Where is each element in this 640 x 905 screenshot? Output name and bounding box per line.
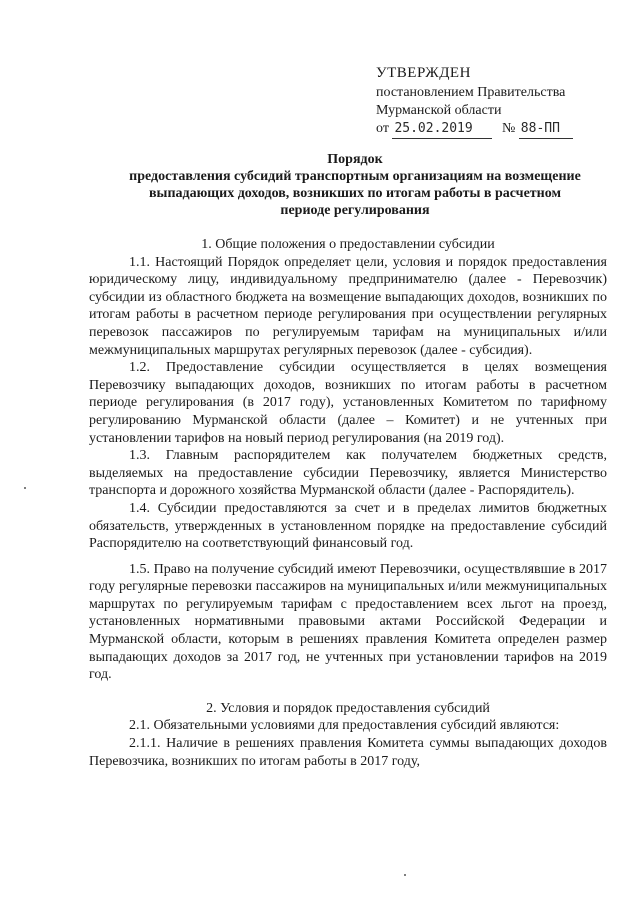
paragraph-1-5: 1.5. Право на получение субсидий имеют Перевозчики, осуществлявшие в 2017 году регулярные перевозки пассажиров на муниципальных и/или межмуниципальных маршрутах по регулируемым тарифам с предоставлением всех льгот на проезд, установленных нормативными правовыми актами Российской Федерации и Мурманской области, которым в решениях правления Комитета определен размер выпадающих доходов за 2017 год, не учтенных при установлении тарифов на 2019 год. — [89, 561, 607, 683]
approval-line-2: Мурманской области — [376, 103, 502, 118]
approval-number: 88-ПП — [519, 120, 573, 139]
number-label: № — [501, 121, 516, 136]
section-2-heading: 2. Условия и порядок предоставления субсидий — [206, 700, 490, 716]
paragraph-1-1: 1.1. Настоящий Порядок определяет цели, условия и порядок предоставления юридическому лицу, индивидуальному предпринимателю (далее - Перевозчик) субсидии из областного бюджета на возмещение выпадающих доходов, возникших по итогам работы в расчетном периоде регулирования при осуществлении регулярных перевозок пассажиров по регулируемым тарифам на муниципальных и/или межмуниципальных маршрутах регулярных перевозок (далее - субсидия). — [89, 254, 607, 358]
approval-line-1: постановлением Правительства — [376, 85, 566, 100]
title-line: Порядок — [327, 152, 383, 167]
section-1-heading: 1. Общие положения о предоставлении субсидии — [201, 237, 495, 252]
paragraph-1-3: 1.3. Главным распорядителем как получателем бюджетных средств, выделяемых на предоставление субсидии Перевозчику, является Министерство транспорта и дорожного хозяйства Мурманской области (далее - Распорядитель). — [89, 448, 607, 499]
approval-date: 25.02.2019 — [392, 120, 492, 139]
paragraph-1-2: 1.2. Предоставление субсидии осуществляется в целях возмещения Перевозчику выпадающих доходов, возникших по итогам работы в расчетном периоде регулирования (в 2017 году), установленных Комитетом по тарифному регулированию Мурманской области (далее – Комитет) и не учтенных при установлении тарифов на новый период регулирования (на 2019 год). — [89, 360, 607, 446]
title-line: выпадающих доходов, возникших по итогам работы в расчетном — [148, 186, 562, 201]
from-label: от — [376, 121, 389, 136]
approval-date-row — [376, 120, 616, 139]
scan-speck — [404, 874, 406, 876]
approval-title: УТВЕРЖДЕН — [376, 65, 471, 81]
scan-speck — [24, 487, 26, 489]
document-title — [80, 151, 630, 219]
title-line: предоставления субсидий транспортным организациям на возмещение — [129, 169, 581, 184]
paragraph-2-1: 2.1. Обязательными условиями для предоставления субсидий являются: — [129, 718, 560, 734]
title-line: периоде регулирования — [280, 203, 430, 218]
document-body — [89, 236, 607, 770]
approval-stamp — [376, 64, 616, 139]
paragraph-1-4: 1.4. Субсидии предоставляются за счет и в пределах лимитов бюджетных обязательств, утвержденных в установленном порядке на предоставление субсидий Распорядителю на соответствующий финансовый год. — [89, 500, 607, 552]
paragraph-2-1-1: 2.1.1. Наличие в решениях правления Комитета суммы выпадающих доходов Перевозчика, возникших по итогам работы в 2017 году, — [89, 736, 607, 769]
